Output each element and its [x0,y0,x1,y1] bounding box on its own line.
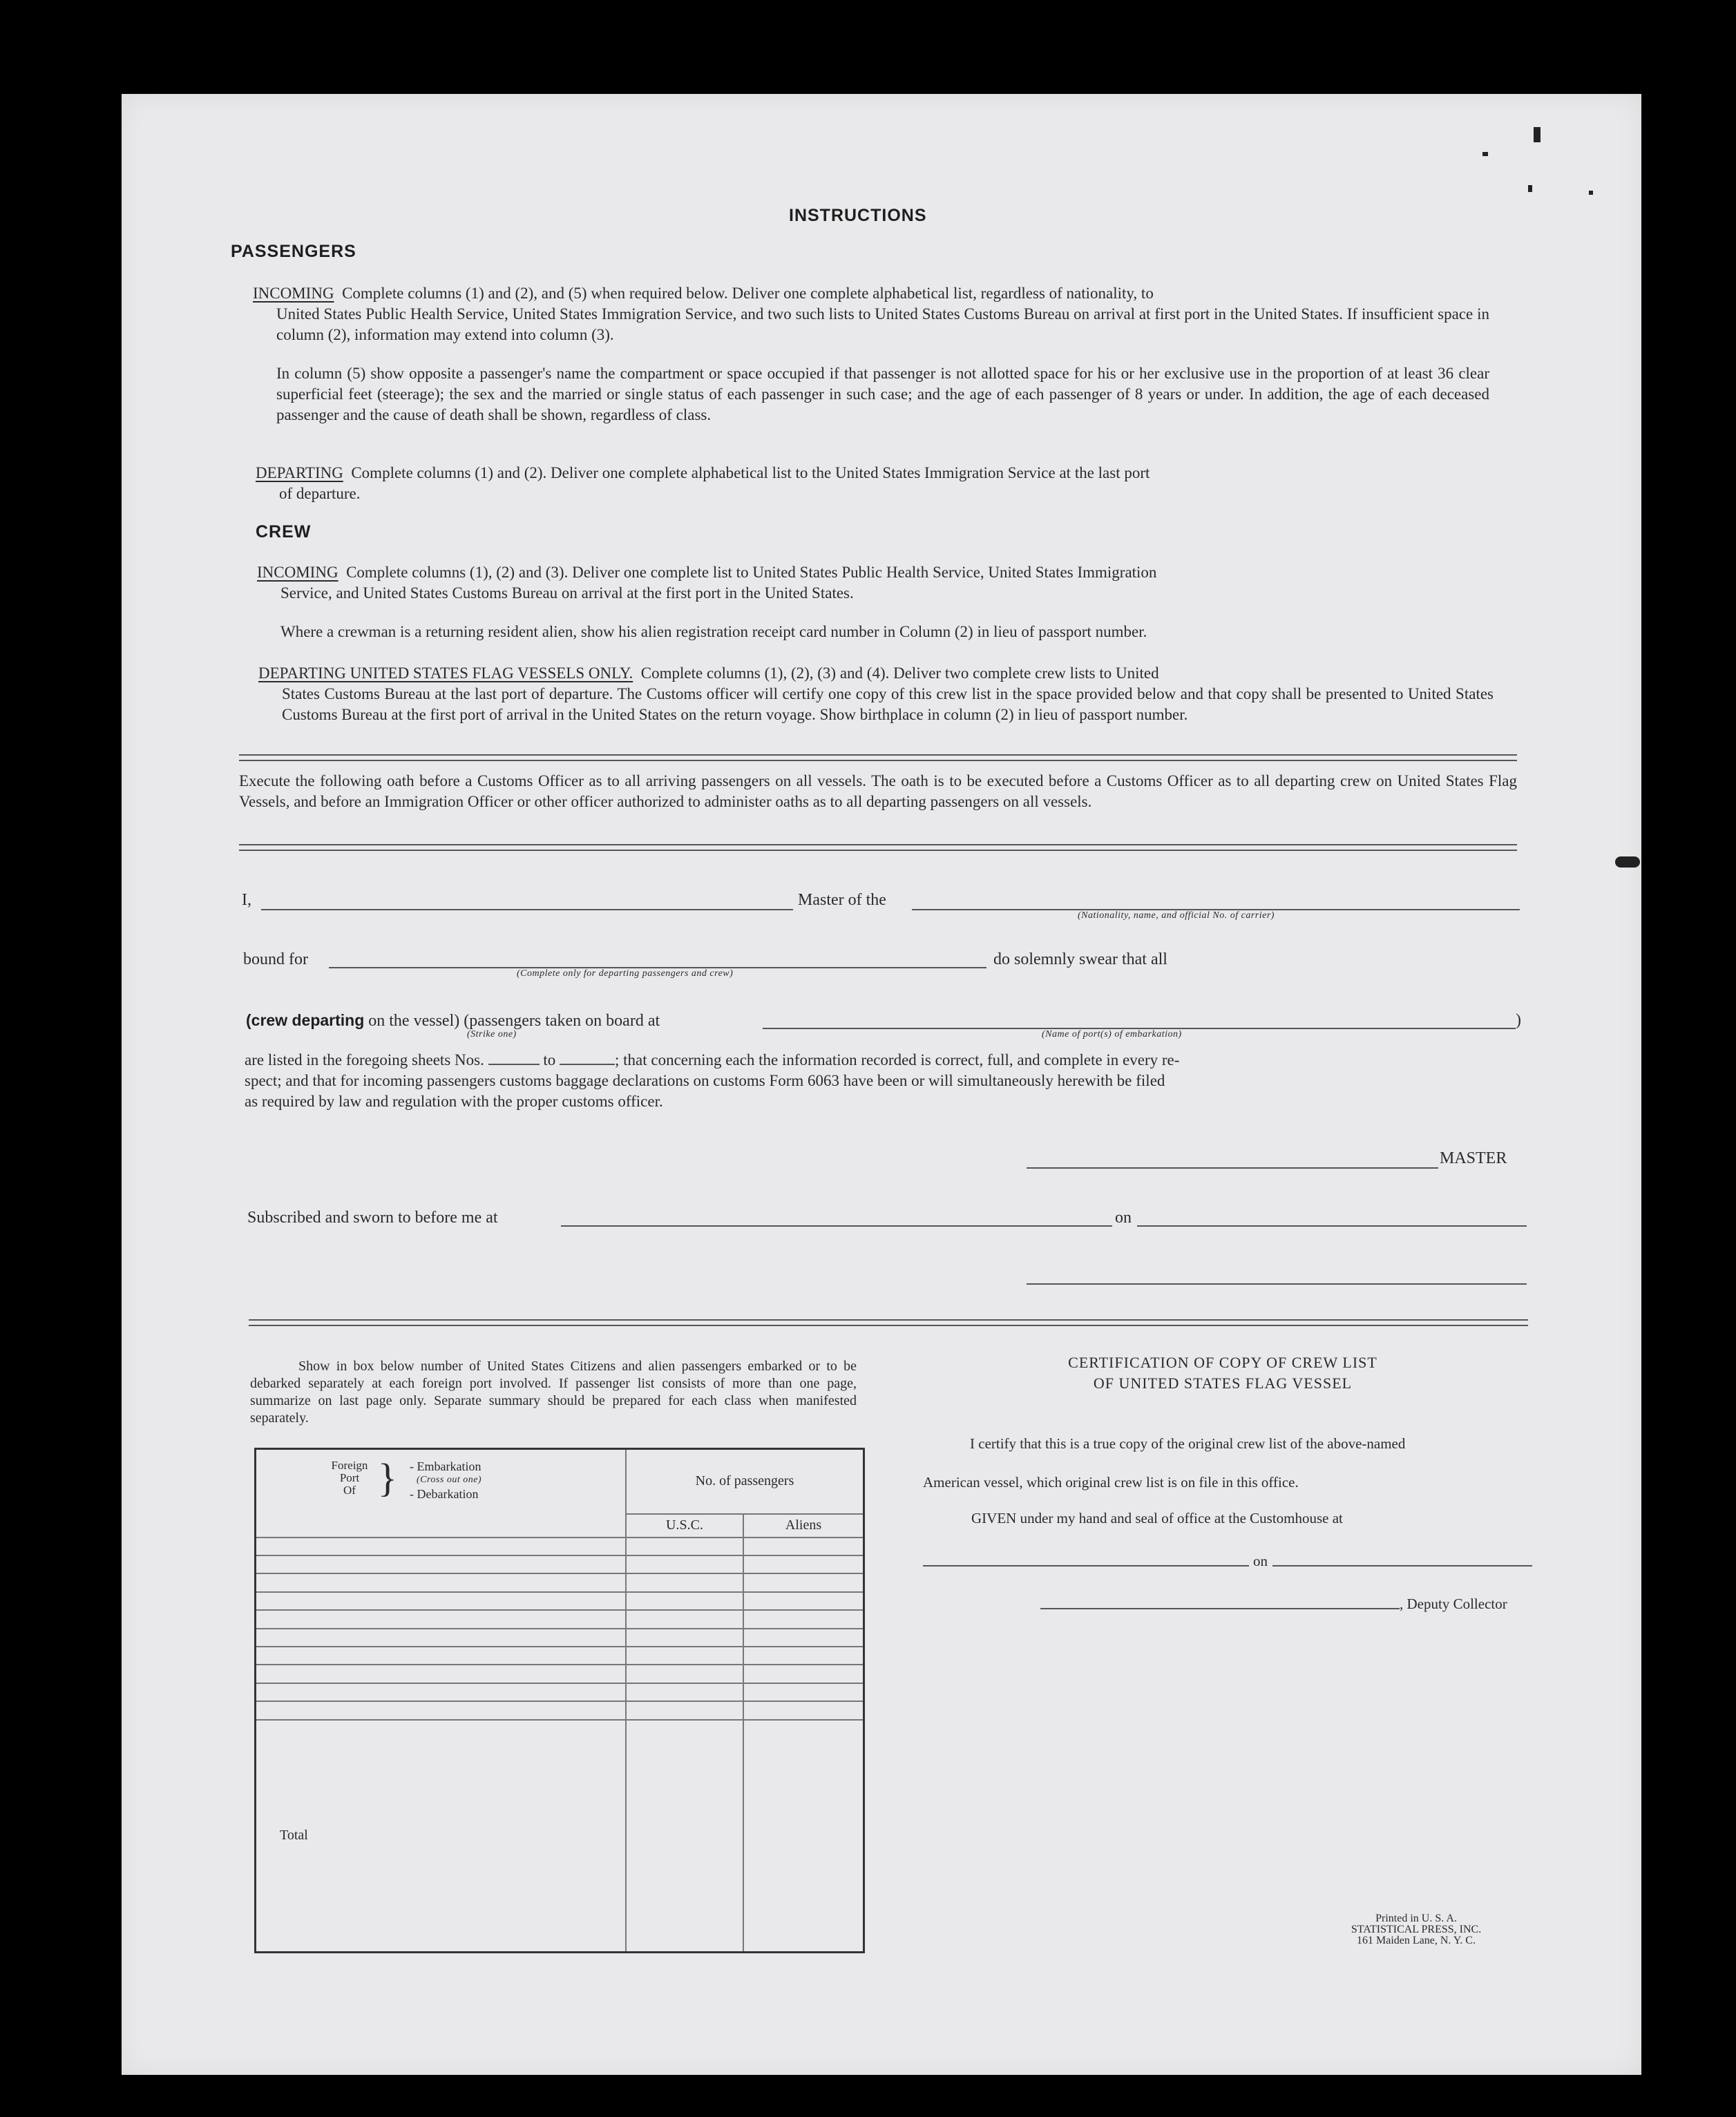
total-row [256,1720,864,1953]
crew-departing-line1: DEPARTING UNITED STATES FLAG VESSELS ONLY. Complete columns (1), (2), (3) and (4). Deliver two complete crew lists to United [258,664,1159,682]
aliens-cell[interactable] [743,1592,864,1610]
oath-instruction: Execute the following oath before a Customs Officer as to all arriving passengers on all vessels. The oath is to be executed before a Customs Officer as to all departing crew on United States Flag Vessels, and before an Immigration Officer or other officer authorized to administer oaths as to all departing passengers on all vessels. [239,772,1517,810]
printer-credit: Printed in U. S. A. STATISTICAL PRESS, INC. 161 Maiden Lane, N. Y. C. [1351,1913,1482,1946]
table-row [256,1701,864,1719]
usc-cell[interactable] [626,1665,743,1683]
subscribed-label: Subscribed and sworn to before me at [247,1209,498,1227]
table-row [256,1647,864,1665]
sworn-date-field[interactable] [1137,1225,1527,1227]
port-cell[interactable] [256,1701,627,1719]
usc-total-cell[interactable] [626,1720,743,1953]
aliens-cell[interactable] [743,1573,864,1591]
port-caption: (Name of port(s) of embarkation) [1042,1029,1182,1040]
aliens-cell[interactable] [743,1610,864,1628]
deputy-signature-field[interactable] [1040,1608,1400,1609]
port-cell[interactable] [256,1538,627,1555]
table-row [256,1665,864,1683]
sheet-to-field[interactable] [560,1064,615,1065]
double-rule [249,1319,1528,1326]
passengers-departing-text: of departure. [279,485,361,502]
usc-cell[interactable] [626,1538,743,1555]
usc-cell[interactable] [626,1573,743,1591]
aliens-cell[interactable] [743,1647,864,1665]
aliens-cell[interactable] [743,1665,864,1683]
certify-line2: American vessel, which original crew list is on file in this office. [923,1474,1299,1491]
usc-cell[interactable] [626,1683,743,1701]
usc-header: U.S.C. [626,1514,743,1538]
usc-cell[interactable] [626,1647,743,1665]
port-cell[interactable] [256,1629,627,1647]
usc-cell[interactable] [626,1592,743,1610]
ports-table [254,1448,865,1953]
bound-caption: (Complete only for departing passengers and crew) [517,968,734,979]
port-cell[interactable] [256,1555,627,1573]
ink-speck [1534,127,1541,142]
crewman-text: Where a crewman is a returning resident alien, show his alien registration receipt card number in Column (2) in lieu of passport number. [280,623,1147,640]
box-note: Show in box below number of United States Citizens and alien passengers embarked or to be debarked separately at each foreign port involved. If passenger list consists of more than one page, summarize on last page only. Separate summary should be prepared for each class when manifested separately. [250,1359,857,1426]
aliens-cell[interactable] [743,1683,864,1701]
aliens-cell[interactable] [743,1701,864,1719]
passengers-incoming-text: United States Public Health Service, United States Immigration Service, and two such lists to United States Customs Bureau on arrival at first port in the United States. If insufficient space in column (2), information may extend into column (3). [276,305,1489,343]
strike-one-caption: (Strike one) [467,1029,517,1040]
table-row [256,1555,864,1573]
crew-heading: CREW [256,522,312,542]
instructions-title: INSTRUCTIONS [789,206,927,225]
table-row [256,1610,864,1628]
table-row [256,1592,864,1610]
sheet-from-field[interactable] [488,1064,540,1065]
total-label: Total [256,1720,627,1953]
master-label: MASTER [1440,1149,1507,1167]
paper-tear [1615,856,1640,868]
master-signature-field[interactable] [1027,1167,1438,1169]
swear-label: do solemnly swear that all [993,950,1167,968]
cert-on-label: on [1253,1553,1268,1569]
passengers-incoming-line1: INCOMING Complete columns (1) and (2), and (5) when required below. Deliver one complete alphabetical list, regardless of nationality, to [253,285,1154,302]
cert-date-field[interactable] [1272,1565,1532,1567]
oath-i: I, [242,891,251,909]
usc-cell[interactable] [626,1701,743,1719]
master-name-field[interactable] [261,909,793,910]
aliens-header: Aliens [743,1514,864,1538]
passengers-heading: PASSENGERS [231,242,356,261]
customhouse-field[interactable] [923,1565,1249,1567]
deputy-label: , Deputy Collector [1400,1596,1507,1612]
table-row [256,1629,864,1647]
sworn-place-field[interactable] [561,1225,1112,1227]
port-cell[interactable] [256,1647,627,1665]
aliens-cell[interactable] [743,1555,864,1573]
usc-cell[interactable] [626,1629,743,1647]
port-label: Foreign Port Of [331,1459,368,1497]
oath-line2: spect; and that for incoming passengers customs baggage declarations on customs Form 6063 have been or will simultaneously herewith be filed [245,1072,1165,1089]
given-line: GIVEN under my hand and seal of office at the Customhouse at [971,1510,1343,1526]
aliens-cell[interactable] [743,1538,864,1555]
port-cell[interactable] [256,1683,627,1701]
crew-departing-option: (crew departing on the vessel) (passengers taken on board at [246,1011,660,1030]
column5-text: In column (5) show opposite a passenger's name the compartment or space occupied if that passenger is not allotted space for his or her exclusive use in the proportion of at least 36 clear superficial feet (steerage); the sex and the married or single status of each passenger in such case; and the age of each passenger of 8 years or under. In addition, the age of each deceased passenger and the cause of death shall be shown, regardless of class. [276,365,1489,423]
double-rule [239,754,1517,761]
ink-speck [1482,152,1488,156]
port-cell[interactable] [256,1665,627,1683]
table-row [256,1538,864,1555]
port-cell[interactable] [256,1573,627,1591]
oath-line3: as required by law and regulation with the proper customs officer. [245,1093,663,1110]
port-header-cell [256,1449,627,1538]
sheets-label: are listed in the foregoing sheets Nos. to ; that concerning each the information recorded is correct, full, and complete in every re- [245,1051,1180,1069]
ink-speck [1528,185,1532,192]
certification-title: CERTIFICATION OF COPY OF CREW LIST OF UNITED STATES FLAG VESSEL [1068,1354,1377,1392]
carrier-caption: (Nationality, name, and official No. of carrier) [1078,910,1275,921]
port-cell[interactable] [256,1592,627,1610]
no-passengers-header: No. of passengers [626,1449,864,1514]
table-row [256,1683,864,1701]
ink-speck [1589,191,1593,195]
master-of-the-label: Master of the [798,891,886,909]
brace-icon: } [378,1455,397,1500]
crew-incoming-text: Service, and United States Customs Bureau on arrival at the first port in the United States. [280,584,854,602]
embark-options: - Embarkation (Cross out one) - Debarkation [410,1459,482,1501]
port-cell[interactable] [256,1610,627,1628]
double-rule [239,844,1517,851]
usc-cell[interactable] [626,1555,743,1573]
bound-for-label: bound for [243,950,308,968]
crew-incoming-line1: INCOMING Complete columns (1), (2) and (3). Deliver one complete list to United States Public Health Service, United States Immigration [257,564,1157,581]
crew-departing-text: States Customs Bureau at the last port of departure. The Customs officer will certify one copy of this crew list in the space provided below and that copy shall be presented to United States Customs Bureau at the first port of arrival in the United States on the return voyage. Show birthplace in column (2) in lieu of passport number. [282,685,1494,723]
aliens-cell[interactable] [743,1629,864,1647]
officer-signature-field[interactable] [1027,1283,1527,1285]
certify-line1: I certify that this is a true copy of the original crew list of the above-named [970,1435,1406,1452]
sworn-on-label: on [1115,1209,1132,1227]
table-row [256,1573,864,1591]
passengers-departing-line1: DEPARTING Complete columns (1) and (2). Deliver one complete alphabetical list to the United States Immigration Service at the last port [256,464,1150,481]
usc-cell[interactable] [626,1610,743,1628]
aliens-total-cell[interactable] [743,1720,864,1953]
close-paren: ) [1516,1011,1521,1029]
